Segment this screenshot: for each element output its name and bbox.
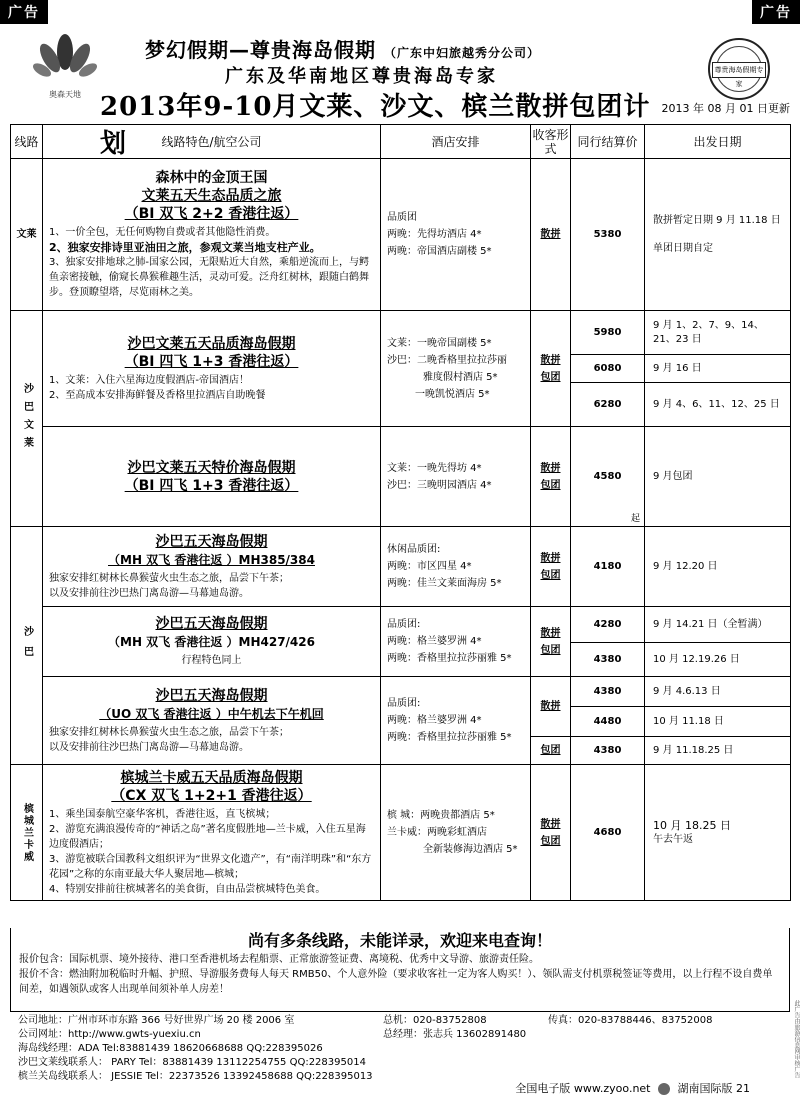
flower-logo-icon [30,32,100,88]
date-sabah-brunei-2: 9 月包团 [645,427,791,527]
route-desc [49,725,374,755]
table-row [11,427,791,527]
hotel-line: 品质团 [387,212,417,223]
desc-line: 2、游览充满浪漫传奇的“神话之岛”著名度假胜地—兰卡威，入住五星海边度假酒店； [49,823,366,850]
region-sabah: 沙巴 [11,527,43,765]
hotel-line: 两晚：先得坊酒店 4* [387,229,482,240]
hotel-line: 品质团: [387,698,421,709]
hotel-line: 沙巴：三晚明园酒店 4* [387,479,492,491]
price-value: 4580 [593,471,622,482]
route-flight: （MH 双飞 香港往返 ）MH427/426 [108,635,315,649]
contact-row: 沙巴文莱线联系人： PARY Tel：83881439 13112254755 QQ:228395014 [18,1057,366,1068]
form-sabah-brunei-1 [531,311,571,427]
title-company: （广东中妇旅越秀分公司） [383,46,540,60]
hotel-line: 两晚：市区四星 4* [387,561,472,572]
col-price: 同行结算价 [571,125,645,159]
notes-exclude: 报价不含：燃油附加税临时升幅、护照、导游服务费每人每天 RMB50、个人意外险（要求收客社一定为客人购买！）、领队需支付机票税签证等费用，以上行程不设自费单间差，如遇领队或客人出现单间须补单人房差！ [19,969,773,995]
route-title: 沙巴文莱五天特价海岛假期 [127,459,296,476]
col-form: 收客形式 [531,125,571,159]
table-row [11,311,791,355]
itinerary-table [10,124,791,901]
form-sabah-brunei-2 [531,427,571,527]
footer-logo-icon [658,1083,670,1095]
form-label: 散拼 [540,462,561,474]
route-sabah-1 [43,527,381,607]
region-brunei: 文莱 [11,159,43,311]
price-sabah-3c: 4380 [571,737,645,765]
desc-line: 3、游览被联合国教科文组织评为“世界文化遗产”，有“南洋明珠”和“东方花园”之称的东南亚最大华人聚居地—槟城； [49,853,372,880]
route-title: 沙巴五天海岛假期 [155,687,268,704]
contact-row: 槟兰关岛线联系人： JESSIE Tel：22373526 13392458688 QQ:228395013 [18,1071,373,1082]
hotel-sabah-2 [381,607,531,677]
date-sabah-3c: 9 月 11.18.25 日 [645,737,791,765]
route-flight: （BI 四飞 1+3 香港往返） [124,477,299,494]
hotel-sabah-1 [381,527,531,607]
desc-line: 2、至高成本安排海鲜餐及香格里拉酒店自助晚餐 [49,389,266,401]
desc-line: 3、独家安排地球之肺-国家公园，无限贴近大自然，乘船逆流而上，与鳄鱼亲密接触，偷窥长鼻猴稚趣生活，灵动可爱。泛舟红树林，跟随白鹤舞步。登顶瞭望塔，尽览雨林之美。 [49,257,369,298]
general-manager: 总经理：张志兵 13602891480 [383,1029,527,1040]
route-title: 文莱五天生态品质之旅 [141,188,282,204]
form-sabah-3b [531,737,571,765]
ad-label-right: 广告 [752,0,800,24]
desc-line: 2、独家安排诗里亚油田之旅，参观文莱当地支柱产业。 [49,241,321,254]
route-brunei [43,159,381,311]
company-logo [30,32,100,100]
date-sabah-brunei-1a: 9 月 1、2、7、9、14、21、23 日 [645,311,791,355]
logo-caption: 奥森天地 [49,90,81,99]
form-brunei [531,159,571,311]
form-sabah-2 [531,607,571,677]
hotel-line: 雅度假村酒店 5* [423,371,498,383]
desc-line: 4、特别安排前往槟城著名的美食街，自由品尝槟城特色美食。 [49,883,326,895]
form-label: 散拼 [540,354,561,366]
route-title: 森林中的金顶王国 [155,170,268,186]
route-penang [43,765,381,901]
date-sabah-brunei-1b: 9 月 16 日 [645,355,791,383]
route-desc [49,225,374,300]
col-route: 线路特色/航空公司 [43,125,381,159]
form-label: 包团 [540,745,561,756]
route-sabah-brunei-1 [43,311,381,427]
date-sabah-2b: 10 月 12.19.26 日 [645,643,791,677]
notes-headline: 尚有多条线路，未能详录，欢迎来电查询！ [247,931,552,950]
route-desc [49,807,374,897]
price-sabah-1: 4180 [571,527,645,607]
route-flight: （UO 双飞 香港往返 ）中午机去下午机回 [99,706,324,721]
price-sabah-brunei-1c: 6280 [571,383,645,427]
hotel-brunei [381,159,531,311]
price-note: 起 [630,514,640,524]
table-header-row [11,125,791,159]
hotel-line: 沙巴：二晚香格里拉拉莎丽 [387,354,507,366]
seal-logo [708,38,770,100]
hotel-line: 两晚：帝国酒店副楼 5* [387,246,492,257]
route-desc [49,571,374,601]
table-row [11,607,791,643]
table-row [11,677,791,707]
hotel-penang [381,765,531,901]
table-row [11,159,791,311]
route-flight: （BI 四飞 1+3 香港往返） [124,353,299,370]
table-row [11,527,791,607]
route-flight: （CX 双飞 1+2+1 香港往返） [111,787,312,804]
hotel-line: 一晚凯悦酒店 5* [415,388,490,400]
hotel-sabah-3 [381,677,531,765]
col-region: 线路 [11,125,43,159]
desc-line: 1、文莱：入住六星海边度假酒店-帝国酒店！ [49,374,249,386]
date-line: 散拼暂定日期 9 月 11.18 日 [653,214,781,226]
price-sabah-3a: 4380 [571,677,645,707]
date-sabah-1: 9 月 12.20 日 [645,527,791,607]
form-label: 包团 [540,479,561,491]
route-desc: 行程特色同上 [181,655,242,666]
price-brunei: 5380 [571,159,645,311]
region-penang: 槟城兰卡威 [11,765,43,901]
update-date: 2013 年 08 月 01 日更新 [661,102,790,115]
route-title: 沙巴五天海岛假期 [155,616,268,632]
form-label: 包团 [540,835,561,847]
hotel-line: 两晚：格兰婆罗洲 4* [387,636,482,647]
form-label: 散拼 [540,701,561,712]
hotel-line: 文莱：一晚帝国副楼 5* [387,337,492,349]
price-sabah-3b: 4480 [571,707,645,737]
route-flight: （MH 双飞 香港往返 ）MH385/384 [108,552,315,567]
desc-line: 以及安排前往沙巴热门离岛游—马幕迪岛游。 [49,587,249,599]
plan-title: 2013年9-10月文莱、沙文、槟兰散拼包团计划 [100,92,651,159]
ad-label-left: 广告 [0,0,48,24]
form-label: 散拼 [540,552,561,564]
route-title: 沙巴五天海岛假期 [155,533,268,550]
price-sabah-brunei-1b: 6080 [571,355,645,383]
route-sabah-3 [43,677,381,765]
hotel-line: 两晚：香格里拉拉莎丽雅 5* [387,732,512,743]
form-label: 散拼 [540,627,561,639]
route-title: 沙巴文莱五天品质海岛假期 [127,335,296,352]
desc-line: 独家安排红树林长鼻猴萤火虫生态之旅，品尝下午茶； [49,572,289,584]
page-footer [515,1080,750,1096]
table-row [11,765,791,901]
desc-line: 独家安排红树林长鼻猴萤火虫生态之旅，品尝下午茶； [49,726,289,738]
hotel-line: 全新装修海边酒店 5* [423,844,518,855]
form-penang [531,765,571,901]
col-date: 出发日期 [645,125,791,159]
route-title: 槟城兰卡威五天品质海岛假期 [120,769,303,786]
region-sabah-brunei: 沙巴文莱 [11,311,43,527]
contact-row [18,1028,788,1042]
footer-edition: 湖南国际版 21 [677,1082,750,1095]
form-sabah-3a [531,677,571,737]
form-label: 包团 [540,371,561,383]
hotel-line: 两晚：佳兰文莱面海房 5* [387,578,502,589]
hotel-sabah-brunei-2 [381,427,531,527]
fax: 传真：020-83788446、83752008 [548,1015,713,1026]
date-sabah-3b: 10 月 11.18 日 [645,707,791,737]
desc-line: 以及安排前往沙巴热门离岛游—马幕迪岛游。 [49,741,249,753]
price-sabah-brunei-1a: 5980 [571,311,645,355]
date-sabah-3a: 9 月 4.6.13 日 [645,677,791,707]
route-sabah-2 [43,607,381,677]
form-label: 包团 [540,644,561,656]
title-main: 梦幻假期—尊贵海岛假期 [145,38,376,62]
price-sabah-brunei-2 [571,427,645,527]
hotel-line: 槟 城：两晚贵都酒店 5* [387,810,495,821]
hotel-sabah-brunei-1 [381,311,531,427]
address: 公司地址：广州市环市东路 366 号好世界广场 20 楼 2006 室 [18,1015,295,1026]
price-sabah-2a: 4280 [571,607,645,643]
hotel-line: 两晚：香格里拉拉莎丽雅 5* [387,653,512,664]
route-flight: （BI 双飞 2+2 香港往返） [124,206,299,222]
contact-info [18,1014,788,1084]
desc-line: 1、乘坐国泰航空豪华客机，香港往返，直飞槟城； [49,808,276,820]
route-sabah-brunei-2 [43,427,381,527]
hotel-line: 文莱：一晚先得坊 4* [387,462,482,474]
date-line: 10 月 18.25 日 [653,818,731,832]
form-label: 散拼 [540,229,561,240]
subtitle: 广东及华南地区尊贵海岛专家 [225,66,498,87]
form-label: 包团 [540,569,561,581]
route-desc [49,373,374,403]
form-sabah-1 [531,527,571,607]
hotel-line: 两晚：格兰婆罗洲 4* [387,715,482,726]
price-penang: 4680 [571,765,645,901]
price-sabah-2b: 4380 [571,643,645,677]
desc-line: 1、一价全包，无任何购物自费或者其他隐性消费。 [49,227,276,238]
date-sabah-2a: 9 月 14.21 日（全暂满） [645,607,791,643]
date-line: 单团日期自定 [653,242,713,254]
date-penang [645,765,791,901]
date-sabah-brunei-1c: 9 月 4、6、11、12、25 日 [645,383,791,427]
website-link[interactable]: 公司网址：http://www.gwts-yuexiu.cn [18,1029,201,1040]
footer-site: 全国电子版 www.zyoo.net [515,1082,651,1095]
contact-row: 海岛线经理：ADA Tel:83881439 18620668688 QQ:228395026 [18,1043,323,1054]
notes-include: 报价包含：国际机票、境外接待、港口至香港机场去程船票、正常旅游签证费、离境税、优秀中文导游、旅游责任险。 [19,954,539,965]
date-line: 午去午返 [653,833,693,845]
hotel-line: 品质团: [387,619,421,630]
col-hotel: 酒店安排 [381,125,531,159]
phone: 总机：020-83752808 [383,1015,487,1026]
form-label: 散拼 [540,818,561,830]
contact-row [18,1014,788,1028]
notes-box [10,928,790,1012]
page-title [145,34,685,63]
hotel-line: 休闲品质团: [387,544,441,555]
seal-text: 尊贵海岛假期专家 [712,62,766,78]
side-note: 此广告由旅游信息网审核广告 [793,1000,800,1078]
date-brunei [645,159,791,311]
hotel-line: 兰卡威：两晚彩虹酒店 [387,827,487,838]
